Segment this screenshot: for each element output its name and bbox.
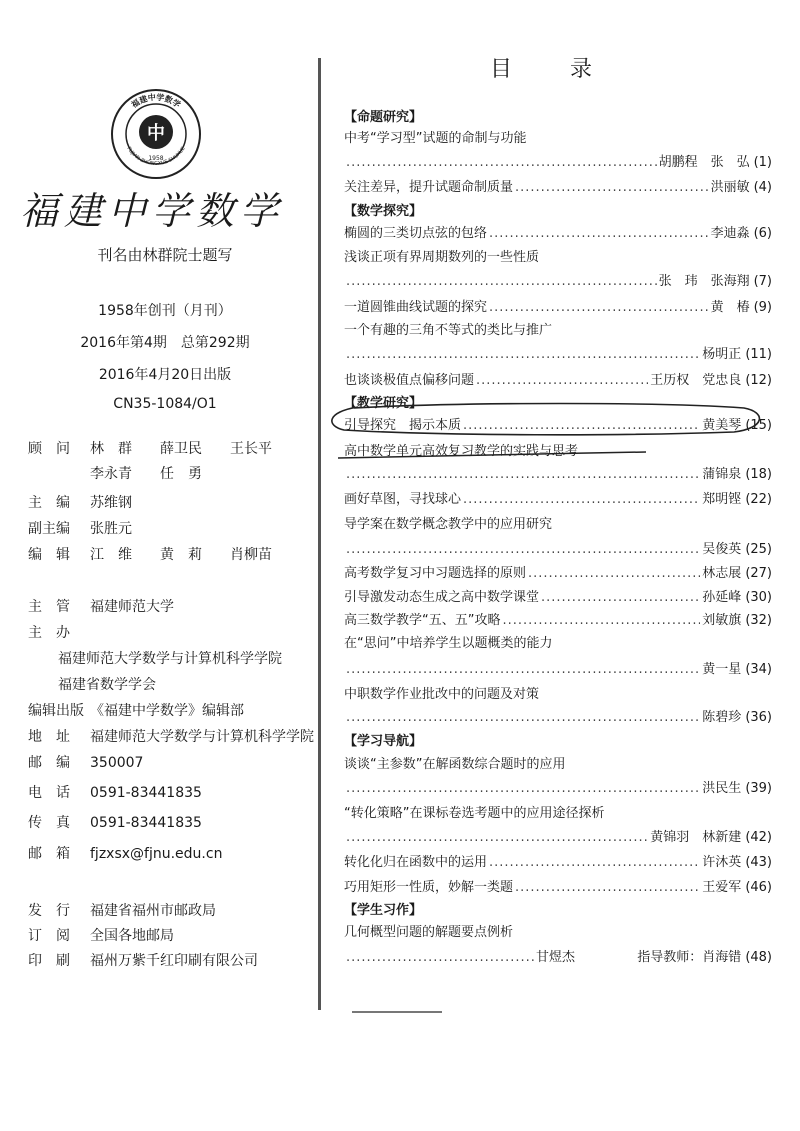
toc-entry[interactable]: 画好草图，寻找球心 ..... 郑明铿 (22): [344, 488, 772, 507]
issue-info: 2016年第4期 总第292期: [80, 335, 250, 351]
founding-info: 1958年创刊（月刊）: [98, 303, 232, 319]
masthead-subtitle: 刊名由林群院士题写: [97, 246, 233, 264]
distributor: 发 行 福建省福州市邮政局: [28, 903, 216, 919]
staff-deputy-editor: 副主编 张胜元: [28, 521, 132, 537]
toc-entry[interactable]: 一道圆锥曲线试题的探究 ..... 黄 椿 (9): [344, 296, 772, 315]
section-heading: 【学习导航】: [344, 734, 423, 749]
toc-entry[interactable]: 高考数学复习中习题选择的原则 ..... 林志展 (27): [344, 562, 772, 581]
section-heading: 【命题研究】: [344, 110, 423, 125]
toc-entry-line: ..... 陈碧珍 (36): [344, 706, 772, 725]
toc-entry[interactable]: 关注差异，提升试题命制质量 ..... 洪丽敏 (4): [344, 176, 772, 195]
toc-entry-title[interactable]: 在“思问”中培养学生以题概类的能力: [344, 636, 553, 651]
sponsor-2: 福建省数学学会: [58, 677, 156, 693]
supervisor: 主 管 福建师范大学: [28, 599, 174, 615]
toc-entry-line: ..... 黄锦羽 林新建 (42): [344, 826, 772, 845]
svg-text:福建中学数学: 福建中学数学: [129, 92, 183, 110]
fax: 传 真 0591-83441835: [28, 815, 202, 831]
toc-title: 目 录: [490, 57, 611, 82]
publish-date: 2016年4月20日出版: [98, 367, 232, 383]
postcode: 邮 编 350007: [28, 755, 144, 771]
toc-entry[interactable]: 转化化归在函数中的运用 ..... 许沐英 (43): [344, 851, 772, 870]
toc-entry[interactable]: 引导探究 揭示本质 ..... 黄美琴 (15): [344, 414, 772, 433]
toc-entry[interactable]: 也谈谈极值点偏移问题 ..... 王历权 党忠良 (12): [344, 369, 772, 388]
handwritten-circle: [324, 402, 764, 436]
sponsor-label: 主 办: [28, 625, 70, 641]
toc-entry-title[interactable]: 中职数学作业批改中的问题及对策: [344, 687, 540, 702]
staff-advisor: 顾 问 林 群 薛卫民 王长平: [28, 441, 272, 457]
toc-entry-line: ..... 黄一星 (34): [344, 658, 772, 677]
staff-advisor-2: 李永青 任 勇: [90, 466, 202, 482]
editorial-office: 编辑出版 《福建中学数学》编辑部: [28, 703, 244, 719]
address: 地 址 福建师范大学数学与计算机科学学院: [28, 729, 314, 745]
email[interactable]: 邮 箱 fjzxsx@fjnu.edu.cn: [28, 846, 223, 862]
svg-text:中: 中: [147, 123, 165, 144]
toc-entry-title[interactable]: “转化策略”在课标卷选考题中的应用途径探析: [344, 806, 605, 821]
sponsor-1: 福建师范大学数学与计算机科学学院: [58, 651, 282, 667]
cn-number: CN35-1084/O1: [113, 396, 217, 412]
toc-entry-title[interactable]: 一个有趣的三角不等式的类比与推广: [344, 323, 553, 338]
toc-entry[interactable]: 椭圆的三类切点弦的包络 ..... 李迪淼 (6): [344, 222, 772, 241]
column-divider: [318, 58, 321, 1010]
toc-entry-title[interactable]: 高中数学单元高效复习教学的实践与思考: [344, 444, 579, 459]
toc-entry-line: ..... 胡鹏程 张 弘 (1): [344, 151, 772, 170]
phone: 电 话 0591-83441835: [28, 785, 202, 801]
subscription: 订 阅 全国各地邮局: [28, 928, 174, 944]
journal-logo: [110, 88, 202, 180]
toc-entry-line: ..... 洪民生 (39): [344, 777, 772, 796]
toc-entry-line: ..... 蒲锦泉 (18): [344, 463, 772, 482]
logo-year: 1958: [148, 155, 164, 162]
toc-entry-line: ..... 吴俊英 (25): [344, 538, 772, 557]
printer: 印 刷 福州万紫千红印刷有限公司: [28, 953, 258, 969]
toc-entry-title[interactable]: 导学案在数学概念教学中的应用研究: [344, 517, 553, 532]
toc-entry-title[interactable]: 谈谈“主参数”在解函数综合题时的应用: [344, 757, 566, 772]
toc-entry-title[interactable]: 几何概型问题的解题要点例析: [344, 925, 514, 940]
section-heading: 【学生习作】: [344, 903, 423, 918]
section-heading: 【数学探究】: [344, 204, 423, 219]
toc-entry-line: ..... 甘煜杰 指导教师：肖海错 (48): [344, 946, 772, 965]
staff-editor-in-chief: 主 编 苏维钢: [28, 495, 132, 511]
toc-entry-line: ..... 杨明正 (11): [344, 343, 772, 362]
masthead-title: 福建中学数学: [20, 189, 285, 233]
footer-rule: [352, 1009, 442, 1015]
section-heading: 【教学研究】: [344, 396, 423, 411]
svg-text:FUJIAN ZHONGXUE SHUXUE: FUJIAN ZHONGXUE SHUXUE: [125, 145, 187, 167]
toc-entry[interactable]: 巧用矩形一性质，妙解一类题 ..... 王爱军 (46): [344, 876, 772, 895]
toc-entry-title[interactable]: 中考“学习型”试题的命制与功能: [344, 131, 527, 146]
staff-editors: 编 辑 江 维 黄 莉 肖柳苗: [28, 547, 272, 563]
toc-entry[interactable]: 引导激发动态生成之高中数学课堂 ..... 孙延峰 (30): [344, 586, 772, 605]
toc-entry-title[interactable]: 浅谈正项有界周期数列的一些性质: [344, 250, 540, 265]
toc-entry[interactable]: 高三数学教学“五、五”攻略 ..... 刘敏旗 (32): [344, 609, 772, 628]
toc-entry-line: ..... 张 玮 张海翔 (7): [344, 270, 772, 289]
